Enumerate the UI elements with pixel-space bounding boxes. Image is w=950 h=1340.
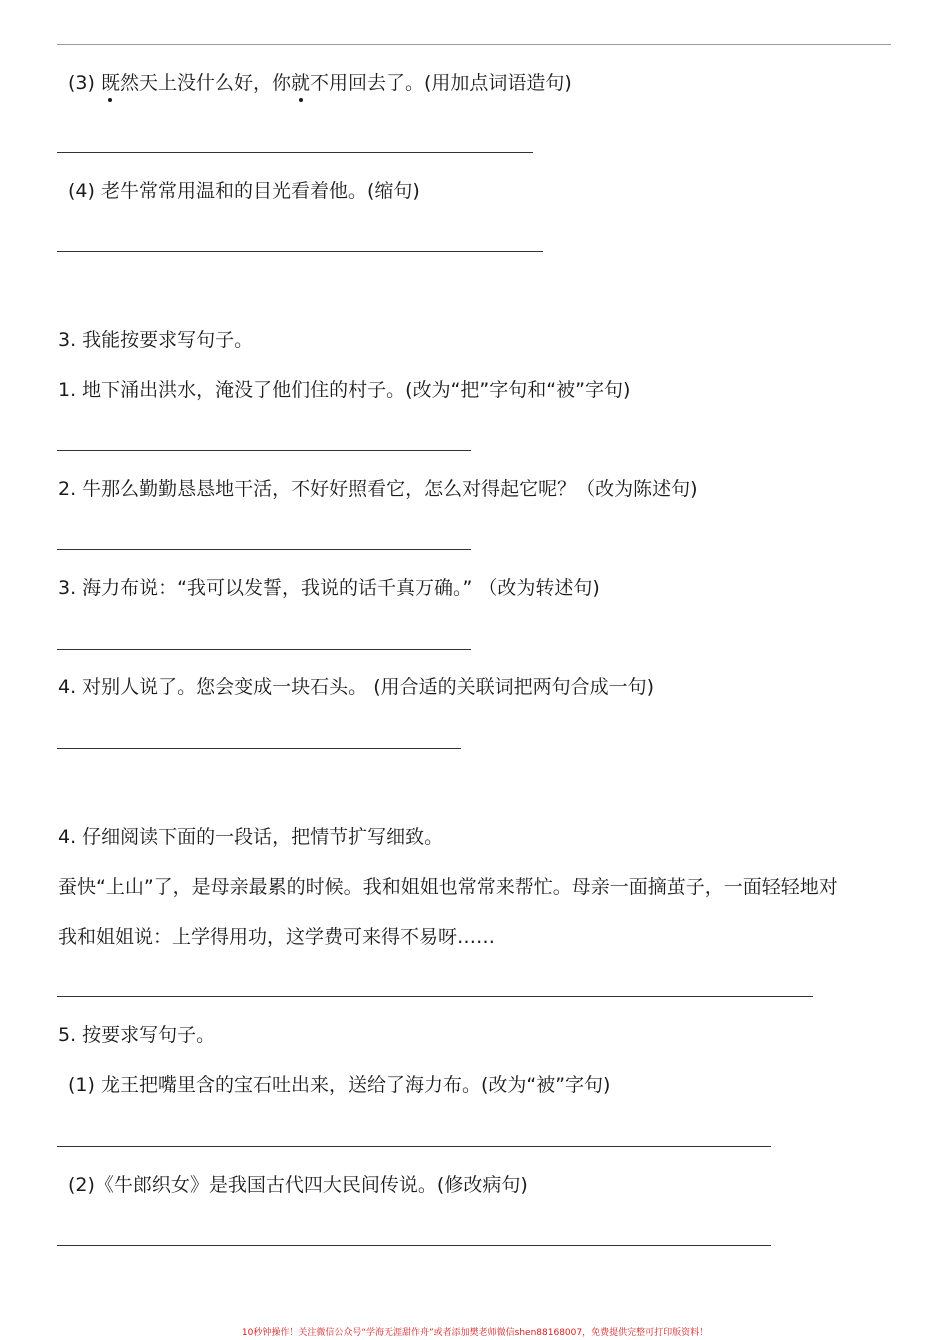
answer-line[interactable]	[57, 152, 533, 153]
footer-notice: 10秒钟操作！关注微信公众号“学海无涯甜作舟”或者添加樊老师微信shen88168007，免费提供完整可打印版资料！	[241, 1328, 709, 1338]
answer-line[interactable]	[57, 649, 471, 650]
section-4-passage-line-1: 蚕快“上山”了，是母亲最累的时候。我和姐姐也常常来帮忙。母亲一面摘茧子，一面轻轻地对	[58, 876, 838, 898]
answer-line[interactable]	[57, 996, 813, 997]
answer-line[interactable]	[57, 251, 543, 252]
section-3-item-2: 2. 牛那么勤勤恳恳地干活，不好好照看它，怎么对得起它呢？（改为陈述句)	[58, 478, 698, 500]
question-3-prompt	[68, 70, 572, 96]
answer-line[interactable]	[57, 748, 461, 749]
question-4-prompt	[68, 178, 420, 204]
section-3-title: 3. 我能按要求写句子。	[58, 329, 254, 351]
dotted-char: 既	[100, 72, 120, 94]
section-3-item-4: 4. 对别人说了。您会变成一块石头。 (用合适的关联词把两句合成一句)	[58, 676, 655, 698]
section-4-passage-line-2: 我和姐姐说：上学得用功，这学费可来得不易呀……	[58, 926, 496, 948]
section-5-item-2: (2)《牛郎织女》是我国古代四大民间传说。(修改病句)	[68, 1174, 528, 1196]
section-3-item-1: 1. 地下涌出洪水，淹没了他们住的村子。(改为“把”字句和“被”字句)	[58, 379, 631, 401]
answer-line[interactable]	[57, 1146, 771, 1147]
answer-line[interactable]	[57, 1245, 771, 1246]
prompt-text: 老牛常常用温和的目光看着他。(缩句)	[100, 180, 420, 202]
question-number: (3)	[68, 72, 95, 94]
prompt-text: 不用回去了。(用加点词语造句)	[310, 72, 572, 94]
section-5-title: 5. 按要求写句子。	[58, 1024, 216, 1046]
top-divider	[57, 44, 891, 45]
section-4-title: 4. 仔细阅读下面的一段话，把情节扩写细致。	[58, 826, 444, 848]
question-number: (4)	[68, 180, 95, 202]
answer-line[interactable]	[57, 450, 471, 451]
answer-line[interactable]	[57, 549, 471, 550]
dotted-char: 就	[291, 72, 311, 94]
prompt-text: 然天上没什么好，你	[119, 72, 291, 94]
section-3-item-3: 3. 海力布说：“我可以发誓，我说的话千真万确。” （改为转述句)	[58, 577, 600, 599]
section-5-item-1: (1) 龙王把嘴里含的宝石吐出来，送给了海力布。(改为“被”字句)	[68, 1074, 611, 1096]
